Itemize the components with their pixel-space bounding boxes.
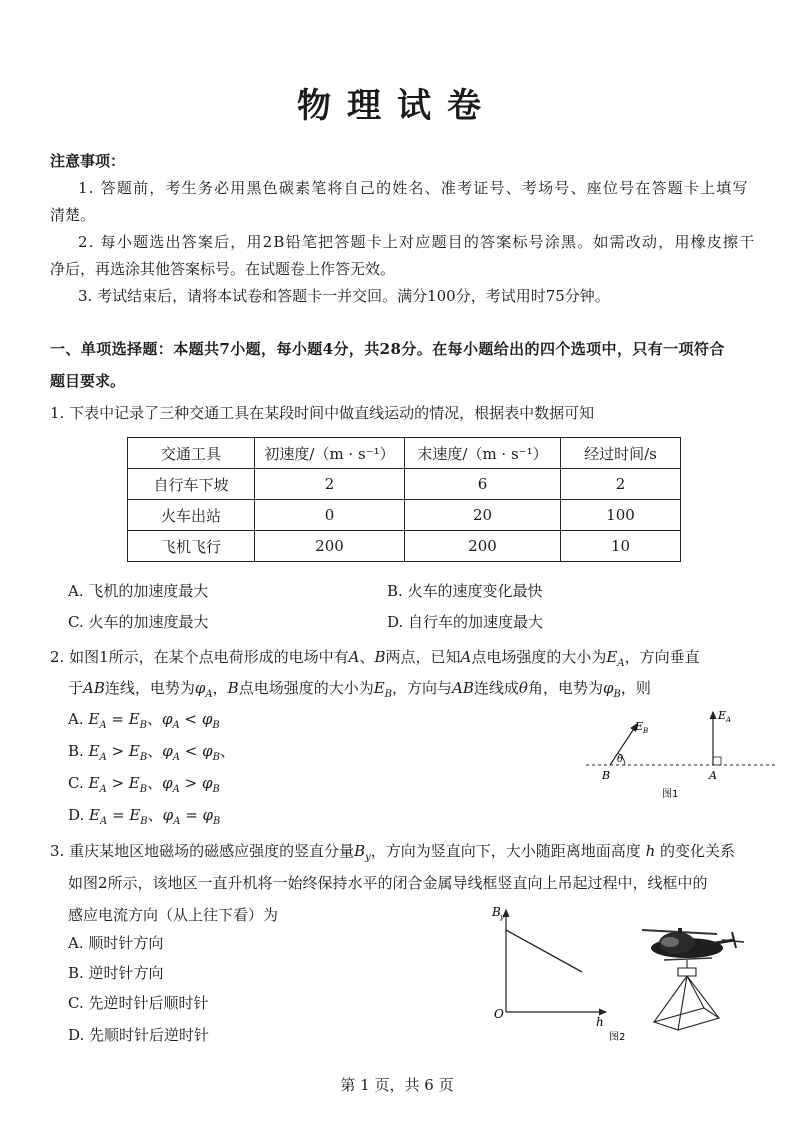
notice-item-1: 1. 答题前，考生务必用黑色碳素笔将自己的姓名、准考证号、考场号、座位号在答题卡上填写 [78, 179, 749, 197]
relation: = [107, 806, 130, 824]
q2-text: ，方向与 [392, 679, 453, 697]
q2-symbol-phi: φ [602, 679, 614, 697]
table-header-row [128, 438, 681, 469]
q2-sub: B [212, 752, 220, 763]
q2-option-b [68, 740, 235, 769]
table-row [128, 531, 681, 562]
q2-segment: AB [83, 679, 105, 697]
q2-option-c [68, 772, 220, 801]
label-point-a: A [709, 769, 717, 782]
page-footer: 第 1 页，共 6 页 [340, 1076, 454, 1094]
q2-point-b: B [227, 679, 239, 697]
q3-stem-line3: 感应电流方向（从上往下看）为 [68, 906, 279, 924]
q3-option-a: A. 顺时针方向 [68, 934, 164, 952]
q3-stem-line2: 如图2所示，该地区一直升机将一始终保持水平的闭合金属导线框竖直向上吊起过程中，线框中的 [68, 874, 708, 892]
relation: = [180, 806, 203, 824]
q3-symbol-h: h [645, 842, 656, 860]
notice-item-3: 3. 考试结束后，请将本试卷和答题卡一并交回。满分100分，考试用时75分钟。 [78, 287, 610, 305]
table-cell: 2 [255, 469, 405, 500]
figure-2 [482, 900, 752, 1045]
label-ea-sub: A [726, 716, 732, 724]
q2-symbol-e: E [373, 679, 385, 697]
q3-option-c: C. 先逆时针后顺时针 [68, 994, 209, 1012]
table-cell: 0 [255, 500, 405, 531]
q3-text: 的变化关系 [660, 842, 736, 860]
q2-sub: A [99, 784, 107, 795]
q2-text: 两点，已知 [385, 648, 461, 666]
q2-symbol-phi: φ [201, 710, 213, 728]
x-axis-label: h [596, 1015, 604, 1029]
q2-text: ， [212, 679, 228, 697]
q2-option-d [68, 804, 220, 833]
q2-sub: A [205, 689, 213, 700]
q2-symbol-phi: φ [162, 710, 173, 728]
table-row [128, 469, 681, 500]
origin-label: O [494, 1007, 504, 1021]
q2-segment: AB [452, 679, 474, 697]
q2-text: 点电场强度的大小为 [238, 679, 374, 697]
notice-item-2-cont: 净后，再选涂其他答案标号。在试题卷上作答无效。 [50, 260, 396, 278]
q2-sub: B [213, 816, 221, 827]
q2-sub: B [212, 784, 220, 795]
q2-text: 连线成 [473, 679, 519, 697]
table-cell: 200 [255, 531, 405, 562]
option-label: C. [68, 774, 84, 792]
q1-stem: 1. 下表中记录了三种交通工具在某段时间中做直线运动的情况，根据表中数据可知 [50, 404, 595, 422]
q2-point-a: A [348, 648, 360, 666]
label-theta: θ [617, 754, 624, 765]
notice-heading: 注意事项： [50, 152, 126, 170]
table-cell: 20 [405, 500, 561, 531]
q2-sub: B [212, 720, 220, 731]
table-row [128, 500, 681, 531]
q2-symbol-e: E [89, 806, 100, 824]
q2-symbol-phi: φ [202, 806, 214, 824]
q2-symbol-e: E [129, 806, 141, 824]
option-label: A. [68, 710, 84, 728]
q1-option-a: A. 飞机的加速度最大 [68, 582, 209, 600]
wire-frame-icon [654, 960, 719, 1030]
label-eb-sub: B [643, 727, 649, 735]
q3-text: ，方向为竖直向下，大小随距离地面高度 [370, 842, 641, 860]
q2-symbol-e: E [606, 648, 618, 666]
q2-text: 角，电势为 [527, 679, 603, 697]
table-header-cell: 初速度/（m · s⁻¹） [255, 438, 405, 469]
table-cell: 6 [405, 469, 561, 500]
helicopter-icon [642, 928, 744, 960]
q3-symbol-b: B [354, 842, 366, 860]
q2-sub: B [139, 720, 147, 731]
relation: > [179, 774, 202, 792]
q2-symbol-e: E [88, 710, 100, 728]
q1-option-d: D. 自行车的加速度最大 [387, 613, 544, 631]
q2-point-b: B [374, 648, 386, 666]
q2-text: 2. 如图1所示，在某个点电荷形成的电场中有 [50, 648, 349, 666]
q2-sub: A [172, 720, 180, 731]
q2-symbol-phi: φ [202, 742, 213, 760]
by-line [506, 930, 582, 972]
y-axis-label: B [492, 905, 501, 919]
table-cell: 火车出站 [128, 500, 255, 531]
table-cell: 飞机飞行 [128, 531, 255, 562]
relation: > [106, 774, 129, 792]
q2-option-a [68, 708, 220, 737]
q2-symbol-phi: φ [201, 774, 213, 792]
option-label: B. [68, 742, 84, 760]
q2-symbol-e: E [128, 742, 140, 760]
figure-1 [580, 700, 780, 805]
q2-symbol-e: E [128, 774, 140, 792]
relation: > [106, 742, 129, 760]
label-point-b: B [602, 769, 611, 782]
q2-sub: A [617, 658, 625, 669]
q2-symbol-e: E [128, 710, 140, 728]
q2-text: 于 [68, 679, 84, 697]
separator: 、 [147, 806, 163, 824]
relation: < [179, 742, 203, 760]
q2-sub: A [172, 752, 180, 763]
label-eb: E [635, 720, 644, 733]
q2-symbol-phi: φ [162, 742, 173, 760]
q2-sub: B [384, 689, 393, 700]
q3-option-d: D. 先顺时针后逆时针 [68, 1026, 210, 1044]
notice-item-1-cont: 清楚。 [50, 206, 96, 224]
q1-option-b: B. 火车的速度变化最快 [387, 582, 543, 600]
q2-sub: B [613, 689, 621, 700]
table-cell: 自行车下坡 [128, 469, 255, 500]
q2-sub: B [139, 784, 148, 795]
q2-symbol-e: E [88, 742, 100, 760]
right-angle-mark [713, 757, 721, 765]
page-title: 物理试卷 [297, 86, 497, 126]
q2-text: ，方向垂直 [624, 648, 700, 666]
q3-stem-line1 [50, 840, 735, 869]
table-cell: 200 [405, 531, 561, 562]
q3-text: 3. 重庆某地区地磁场的磁感应强度的竖直分量 [50, 842, 355, 860]
table-header-cell: 末速度/（m · s⁻¹） [405, 438, 561, 469]
table-cell: 10 [561, 531, 681, 562]
q2-text: 连线，电势为 [104, 679, 195, 697]
q2-sub: A [100, 816, 108, 827]
q2-text: 、 [359, 648, 375, 666]
q3-option-b: B. 逆时针方向 [68, 964, 164, 982]
q2-symbol-e: E [88, 774, 100, 792]
q2-sub: B [140, 816, 148, 827]
q2-symbol-phi: φ [162, 774, 173, 792]
separator: 、 [219, 742, 235, 760]
notice-item-2: 2. 每小题选出答案后，用2B铅笔把答题卡上对应题目的答案标号涂黑。如需改动，用橡皮擦干 [78, 233, 756, 251]
q2-sub: A [99, 720, 107, 731]
q3-sub: y [365, 852, 371, 863]
q2-sub: A [99, 752, 107, 763]
table-header-cell: 交通工具 [128, 438, 255, 469]
table-cell: 100 [561, 500, 681, 531]
relation: = [106, 710, 129, 728]
table-header-cell: 经过时间/s [561, 438, 681, 469]
q2-symbol-theta: θ [518, 679, 528, 697]
section-heading: 一、单项选择题：本题共7小题，每小题4分，共28分。在每小题给出的四个选项中，只有一项符合 [50, 340, 725, 358]
separator: 、 [147, 742, 163, 760]
q1-option-c: C. 火车的加速度最大 [68, 613, 209, 631]
section-heading-cont: 题目要求。 [50, 372, 126, 390]
q2-symbol-phi: φ [162, 806, 174, 824]
relation: < [179, 710, 202, 728]
label-ea: E [718, 709, 727, 722]
option-label: D. [68, 806, 85, 824]
q2-symbol-phi: φ [194, 679, 206, 697]
y-axis-label-sub: y [500, 913, 504, 921]
separator: 、 [147, 710, 163, 728]
q2-sub: A [172, 784, 180, 795]
figure-1-caption: 图1 [662, 789, 679, 800]
q2-sub: A [173, 816, 181, 827]
separator: 、 [147, 774, 163, 792]
table-cell: 2 [561, 469, 681, 500]
q2-stem-line2 [68, 677, 651, 706]
q2-text: 点电场强度的大小为 [471, 648, 607, 666]
q2-point-a: A [460, 648, 472, 666]
q2-sub: B [139, 752, 148, 763]
q1-table [127, 437, 681, 562]
q2-stem-line1 [50, 646, 700, 675]
q2-text: ，则 [620, 679, 651, 697]
figure-2-caption: 图2 [609, 1032, 626, 1043]
